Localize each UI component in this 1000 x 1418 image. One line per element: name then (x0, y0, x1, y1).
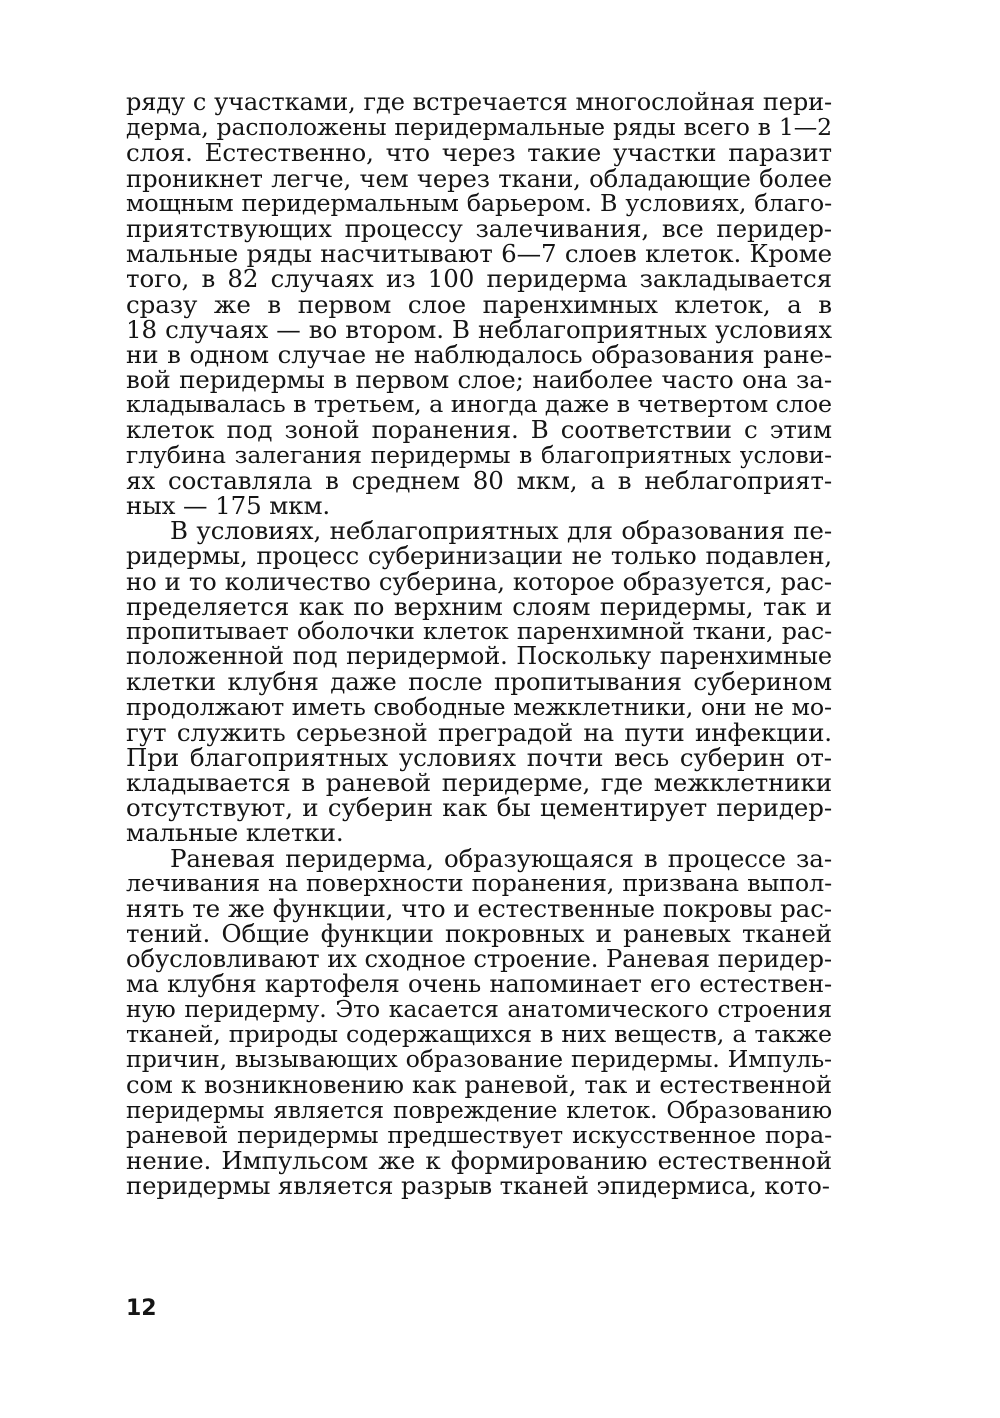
text-line: глубина залегания перидермы в благоприятных услови- (126, 440, 832, 469)
text-line: того, в 82 случаях из 100 перидерма закладывается (126, 264, 832, 294)
text-line: В условиях, неблагоприятных для образования пе- (170, 516, 832, 546)
text-line: ных — 175 мкм. (126, 491, 331, 520)
text-line: мальные клетки. (126, 818, 344, 848)
text-line: мощным перидермальным барьером. В условиях, благо- (126, 188, 832, 217)
text-line: При благоприятных условиях почти весь суберин от- (126, 742, 832, 772)
text-line: кладывается в раневой перидерме, где межклетники (126, 768, 832, 798)
text-line: гут служить серьезной преградой на пути инфекции. (126, 717, 832, 747)
text-line: сом к возникновению как раневой, так и естественной (126, 1070, 832, 1100)
text-line: дерма, расположены перидермальные ряды всего в 1—2 (126, 113, 832, 142)
text-line: тканей, природы содержащихся в них веществ, а также (126, 1019, 832, 1048)
text-line: тений. Общие функции покровных и раневых тканей (126, 919, 832, 949)
text-line: слоя. Естественно, что через такие участки паразит (126, 138, 832, 168)
text-line: перидермы является повреждение клеток. Образованию (126, 1096, 832, 1124)
text-line: пределяется как по верхним слоям перидермы, так и (126, 591, 832, 621)
text-line: ряду с участками, где встречается многослойная пери- (126, 88, 832, 116)
text-line: вой перидермы в первом слое; наиболее часто она за- (126, 365, 832, 395)
paragraph (126, 516, 832, 848)
text-line: обусловливают их сходное строение. Раневая перидер- (126, 944, 832, 974)
paragraph (126, 90, 832, 518)
text-line: кладывалась в третьем, а иногда даже в четвертом слое (126, 390, 832, 419)
text-line: мальные ряды насчитывают 6—7 слоев клеток. Кроме (126, 239, 832, 269)
text-line: клеток под зоной поранения. В соответствии с этим (126, 415, 832, 445)
text-line: ях составляла в среднем 80 мкм, а в неблагоприят- (126, 465, 832, 495)
body-text (126, 88, 832, 1201)
text-line: ридермы, процесс суберинизации не только подавлен, (126, 541, 832, 571)
text-line: ную перидерму. Это касается анатомического строения (126, 994, 832, 1023)
text-line: проникнет легче, чем через ткани, обладающие более (126, 163, 832, 193)
text-line: лечивания на поверхности поранения, призвана выпол- (126, 868, 832, 897)
text-line: нять те же функции, что и естественные покровы рас- (126, 894, 832, 923)
text-line: сразу же в первом слое паренхимных клеток, а в (126, 289, 832, 319)
text-line: нение. Импульсом же к формированию естественной (126, 1145, 832, 1175)
text-line: пропитывает оболочки клеток паренхимной ткани, рас- (126, 616, 832, 645)
text-line: причин, вызывающих образование перидермы. Импуль- (126, 1045, 832, 1074)
text-line: перидермы является разрыв тканей эпидермиса, кото- (126, 1171, 830, 1201)
text-line: ма клубня картофеля очень напоминает его естествен- (126, 969, 832, 998)
paragraph (126, 843, 832, 1201)
text-line: продолжают иметь свободные межклетники, они не мо- (126, 692, 832, 721)
text-line: отсутствуют, и суберин как бы цементирует перидер- (126, 793, 832, 823)
text-line: положенной под перидермой. Поскольку паренхимные (126, 642, 832, 671)
text-line: 18 случаях — во втором. В неблагоприятных условиях (126, 314, 832, 344)
text-line: приятствующих процессу залечивания, все перидер- (126, 213, 832, 243)
text-line: ни в одном случае не наблюдалось образования ране- (126, 339, 832, 369)
text-line: Раневая перидерма, образующаяся в процессе за- (170, 843, 832, 873)
page-number: 12 (126, 1296, 157, 1321)
text-line: раневой перидермы предшествует искусственное пора- (126, 1120, 832, 1149)
text-line: клетки клубня даже после пропитывания суберином (126, 667, 832, 697)
text-line: но и то количество суберина, которое образуется, рас- (126, 566, 832, 596)
